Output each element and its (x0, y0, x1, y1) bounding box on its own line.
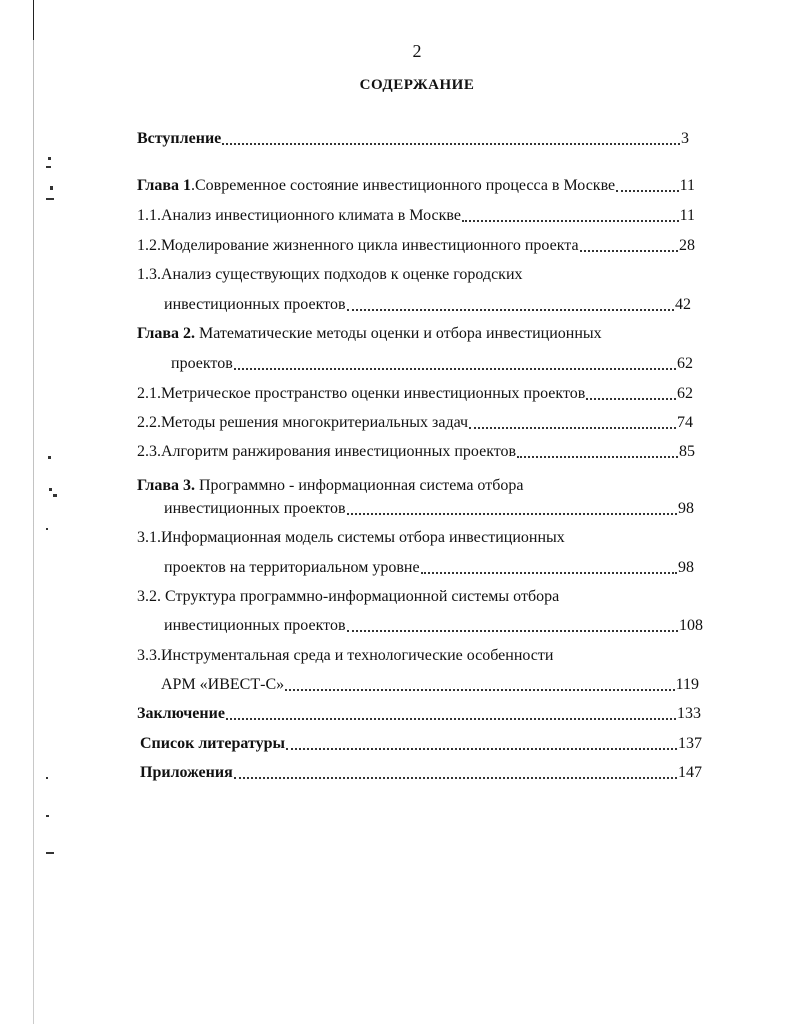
toc-entry-section-3-2-line1[interactable] (137, 585, 559, 609)
dot-leader (234, 368, 676, 370)
toc-label: 1.1.Анализ инвестиционного климата в Москве (137, 207, 461, 224)
page-title: СОДЕРЖАНИЕ (359, 77, 475, 93)
toc-page: 119 (675, 676, 699, 693)
dot-leader (285, 689, 674, 691)
toc-label: инвестиционных проектов (164, 296, 346, 313)
toc-chapter-number: Глава 3. (137, 477, 195, 494)
toc-label: Математические методы оценки и отбора инвестиционных (195, 325, 602, 342)
toc-page: 108 (679, 617, 703, 634)
toc-entry-chapter-3[interactable] (164, 497, 694, 521)
toc-entry-conclusion[interactable] (137, 702, 701, 726)
toc-label: Заключение (137, 705, 225, 722)
toc-chapter-number: Глава 1 (137, 177, 191, 194)
dot-leader (517, 456, 678, 458)
toc-entry-chapter-1[interactable] (137, 174, 695, 198)
toc-page: 133 (677, 705, 701, 722)
toc-page: 11 (679, 177, 695, 194)
toc-label: Список литературы (140, 735, 285, 752)
toc-chapter-number: Глава 2. (137, 325, 195, 342)
toc-label: 1.3.Анализ существующих подходов к оценке городских (137, 266, 523, 283)
toc-page: 28 (679, 237, 695, 254)
toc-label: 2.3.Алгоритм ранжирования инвестиционных проектов (137, 443, 517, 460)
toc-entry-section-3-1-line1[interactable] (137, 526, 565, 550)
toc-page: 62 (677, 385, 693, 402)
toc-page: 62 (677, 355, 693, 372)
toc-entry-section-3-2[interactable] (164, 614, 703, 638)
toc-page: 147 (678, 764, 702, 781)
toc-page: 85 (679, 443, 695, 460)
toc-label: проектов на территориальном уровне (164, 559, 420, 576)
dot-leader (616, 190, 678, 192)
dot-leader (347, 513, 678, 515)
toc-label: 3.1.Информационная модель системы отбора инвестиционных (137, 529, 565, 546)
dot-leader (234, 777, 677, 779)
dot-leader (462, 220, 679, 222)
dot-leader (222, 143, 680, 145)
toc-entry-section-1-3[interactable] (164, 293, 691, 317)
toc-page: 98 (678, 500, 694, 517)
toc-label: АРМ «ИВЕСТ-С» (161, 676, 285, 693)
toc-label: 3.2. Структура программно-информационной системы отбора (137, 588, 560, 605)
toc-page: 3 (681, 130, 689, 147)
toc-label: инвестиционных проектов (164, 617, 346, 634)
toc-label: инвестиционных проектов (164, 500, 346, 517)
toc-label: Программно - информационная система отбора (195, 477, 524, 494)
toc-entry-chapter-2-line1[interactable] (137, 322, 602, 346)
dot-leader (347, 630, 679, 632)
toc-page: 42 (675, 296, 691, 313)
toc-label: 2.2.Методы решения многокритериальных задач (137, 414, 469, 431)
page-number: 2 (412, 41, 422, 61)
dot-leader (469, 427, 676, 429)
toc-page: 137 (678, 735, 702, 752)
toc-entry-intro[interactable] (137, 127, 689, 151)
toc-entry-chapter-3-line1[interactable] (137, 474, 523, 498)
toc-entry-section-1-3-line1[interactable] (137, 263, 523, 287)
toc-entry-section-2-2[interactable] (137, 411, 693, 435)
toc-entry-section-3-3-line1[interactable] (137, 644, 553, 668)
toc-entry-appendices[interactable] (140, 761, 702, 785)
toc-page: 11 (679, 207, 695, 224)
toc-entry-section-3-1[interactable] (164, 556, 694, 580)
toc-entry-section-1-1[interactable] (137, 204, 695, 228)
toc-page: 74 (677, 414, 693, 431)
toc-label: проектов (171, 355, 233, 372)
toc-label: 2.1.Метрическое пространство оценки инвестиционных проектов (137, 385, 586, 402)
toc-entry-section-2-3[interactable] (137, 440, 695, 464)
toc-entry-section-3-3[interactable] (161, 673, 699, 697)
dot-leader (580, 250, 678, 252)
toc-label: Приложения (140, 764, 233, 781)
dot-leader (226, 718, 676, 720)
toc-label: 3.3.Инструментальная среда и технологические особенности (137, 647, 554, 664)
toc-entry-section-2-1[interactable] (137, 382, 693, 406)
toc-label: 1.2.Моделирование жизненного цикла инвестиционного проекта (137, 237, 579, 254)
toc-entry-section-1-2[interactable] (137, 234, 695, 258)
toc-page: 98 (678, 559, 694, 576)
dot-leader (286, 748, 677, 750)
dot-leader (421, 572, 677, 574)
toc-label: .Современное состояние инвестиционного процесса в Москве (191, 177, 616, 194)
toc-entry-chapter-2[interactable] (171, 352, 693, 376)
toc-label: Вступление (137, 130, 222, 147)
dot-leader (586, 398, 676, 400)
dot-leader (347, 309, 675, 311)
toc-entry-references[interactable] (140, 732, 702, 756)
